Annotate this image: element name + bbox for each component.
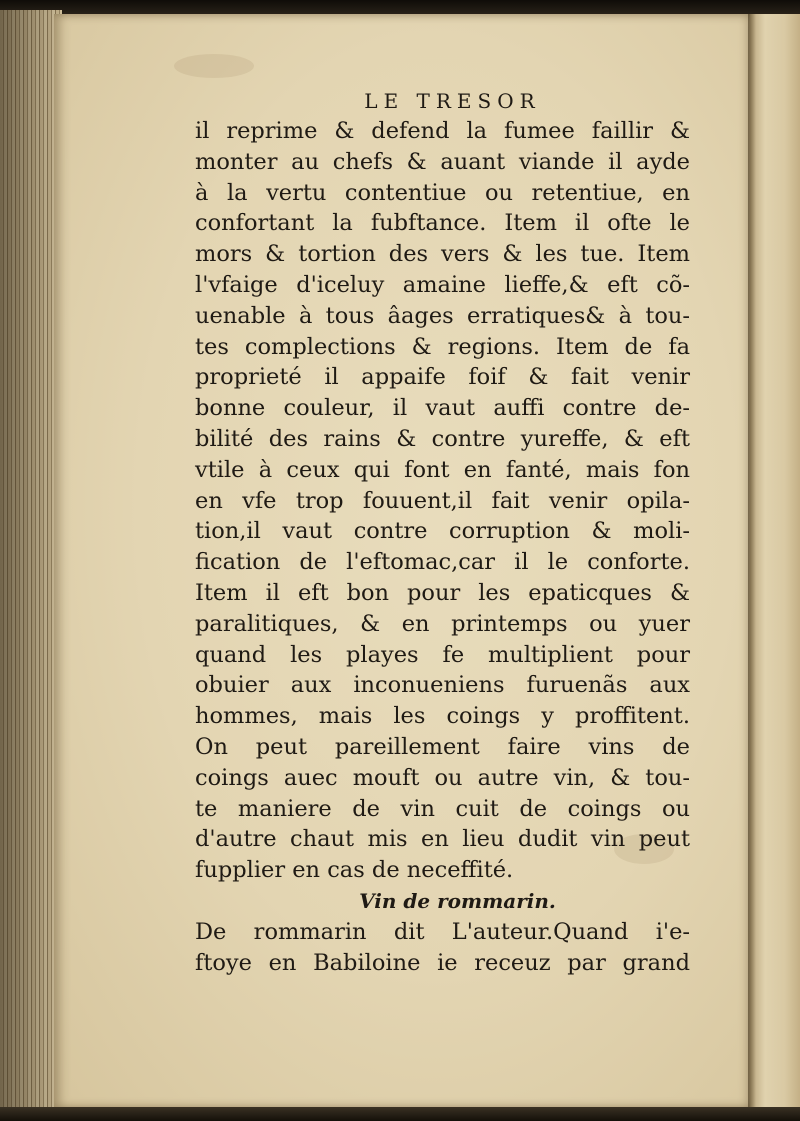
text-line: monter au chefs & auant viande il ayde xyxy=(195,148,690,175)
text-line: tes complections & regions. Item de fa xyxy=(195,333,690,360)
next-page-edge xyxy=(750,14,800,1108)
text-line: d'autre chaut mis en lieu dudit vin peut xyxy=(195,826,690,853)
running-head: LE TRESOR xyxy=(364,89,541,113)
page-text xyxy=(195,86,690,978)
text-line: Item il eft bon pour les epaticques & xyxy=(195,579,690,606)
binding-bottom-edge xyxy=(0,1107,800,1121)
text-line: bilité des rains & contre yureffe, & eft xyxy=(195,425,690,452)
text-line: tion,il vaut contre corruption & moli- xyxy=(195,518,690,545)
text-line: mors & tortion des vers & les tue. Item xyxy=(195,241,690,268)
text-line: De rommarin dit L'auteur.Quand i'e- xyxy=(195,918,690,945)
text-line: paralitiques, & en printemps ou yuer xyxy=(195,610,690,637)
text-line: obuier aux inconueniens furuenãs aux xyxy=(195,672,690,699)
section-text xyxy=(195,917,690,979)
section-heading: Vin de rommarin. xyxy=(359,888,556,913)
text-line: confortant la fubftance. Item il ofte le xyxy=(195,210,690,237)
text-line: bonne couleur, il vaut auffi contre de- xyxy=(195,395,690,422)
right-page-shadow xyxy=(748,14,756,1108)
text-line: uenable à tous âages erratiques& à tou- xyxy=(195,302,690,329)
text-line: ftoye en Babiloine ie receuz par grand xyxy=(195,949,690,976)
text-line: fication de l'eftomac,car il le conforte. xyxy=(195,549,690,576)
text-line: l'vfaige d'iceluy amaine lieffe,& eft cõ- xyxy=(195,271,690,298)
text-line: en vfe trop fouuent,il fait venir opila- xyxy=(195,487,690,514)
text-line: coings auec mouft ou autre vin, & tou- xyxy=(195,764,690,791)
text-line: il reprime & defend la fumee faillir & xyxy=(195,118,690,144)
text-line: à la vertu contentiue ou retentiue, en xyxy=(195,179,690,206)
text-line: vtile à ceux qui font en fanté, mais fon xyxy=(195,456,690,483)
body-text xyxy=(195,116,690,886)
text-line: te maniere de vin cuit de coings ou xyxy=(195,795,690,822)
text-line: hommes, mais les coings y proffitent. xyxy=(195,703,690,730)
page-stain xyxy=(174,54,254,78)
text-line: fupplier en cas de neceffité. xyxy=(195,857,514,884)
text-line: On peut pareillement faire vins de xyxy=(195,733,690,760)
text-line: quand les playes fe multiplient pour xyxy=(195,641,690,668)
text-line: proprieté il appaife foif & fait venir xyxy=(195,364,690,391)
